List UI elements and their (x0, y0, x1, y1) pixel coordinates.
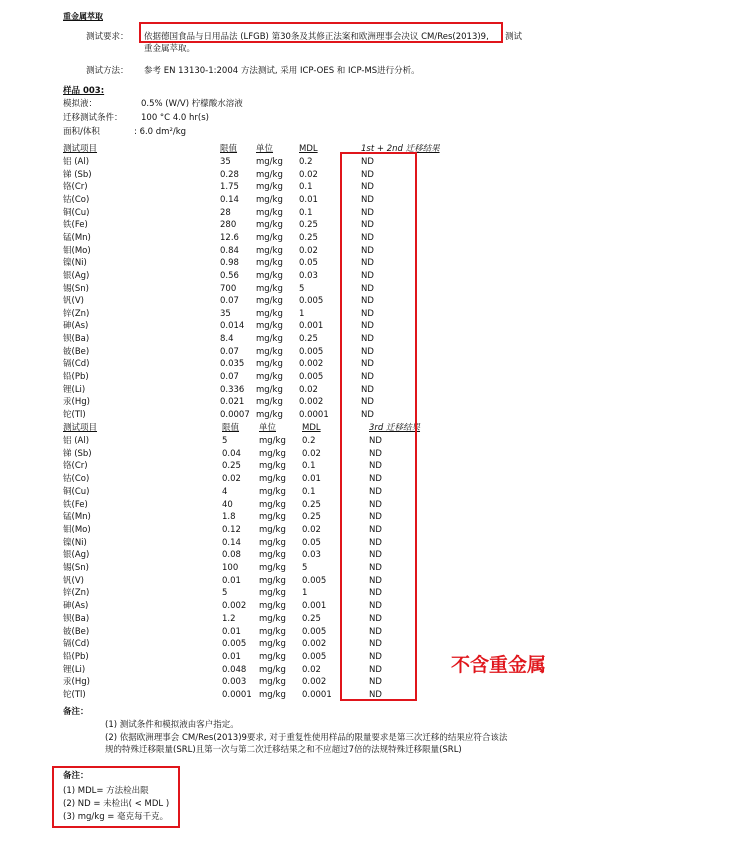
cell-unit: mg/kg (259, 550, 286, 561)
cell-unit: mg/kg (256, 296, 283, 307)
cell-result: ND (361, 232, 374, 243)
cell-result: ND (369, 639, 382, 650)
cell-unit: mg/kg (259, 575, 286, 586)
cell-item: 锂(Li) (63, 664, 86, 675)
cell-limit: 0.01 (222, 651, 241, 662)
cell-item: 锌(Zn) (63, 308, 90, 319)
cell-mdl: 5 (302, 563, 308, 573)
cell-result: ND (361, 220, 374, 231)
cell-mdl: 0.02 (299, 169, 318, 180)
condition-value: 100 °C 4.0 hr(s) (141, 113, 209, 123)
cell-result: ND (361, 169, 374, 180)
cell-mdl: 0.002 (299, 397, 324, 408)
cell-item: 铬(Cr) (63, 182, 88, 193)
cell-mdl: 0.02 (302, 448, 321, 459)
cell-mdl: 0.01 (302, 474, 321, 485)
header-mdl: MDL (302, 423, 321, 433)
cell-limit: 1.2 (222, 613, 236, 624)
cell-limit: 40 (222, 499, 233, 510)
legend-line-1: (1) MDL= 方法检出限 (63, 786, 149, 796)
cell-limit: 1.8 (222, 512, 236, 523)
cell-limit: 0.005 (222, 639, 247, 650)
cell-unit: mg/kg (259, 639, 286, 650)
cell-mdl: 1 (302, 588, 308, 599)
cell-result: ND (361, 283, 374, 294)
cell-unit: mg/kg (256, 410, 283, 420)
cell-mdl: 0.1 (299, 182, 313, 193)
cell-unit: mg/kg (259, 651, 286, 662)
cell-result: ND (369, 537, 382, 548)
header-limit: 限值 (222, 423, 240, 433)
cell-result: ND (361, 334, 374, 345)
cell-limit: 0.84 (220, 245, 239, 256)
cell-limit: 35 (220, 308, 231, 319)
cell-limit: 0.56 (220, 270, 239, 281)
cell-mdl: 0.005 (299, 346, 324, 357)
cell-result: ND (361, 207, 374, 218)
cell-item: 汞(Hg) (63, 397, 90, 408)
cell-limit: 35 (220, 157, 231, 167)
cell-item: 铝 (Al) (63, 436, 90, 446)
cell-mdl: 5 (299, 283, 305, 294)
cell-mdl: 0.2 (299, 157, 313, 167)
header-result: 3rd 迁移结果 (369, 423, 421, 433)
cell-item: 铍(Be) (63, 626, 90, 637)
cell-result: ND (369, 550, 382, 561)
cell-item: 钴(Co) (63, 194, 90, 205)
cell-limit: 0.08 (222, 550, 241, 561)
cell-mdl: 0.0001 (299, 410, 329, 420)
cell-result: ND (369, 524, 382, 535)
cell-item: 银(Ag) (63, 270, 90, 281)
cell-result: ND (361, 397, 374, 408)
cell-unit: mg/kg (259, 677, 286, 688)
cell-limit: 0.02 (222, 474, 241, 485)
cell-limit: 0.01 (222, 626, 241, 637)
cell-limit: 0.07 (220, 372, 239, 383)
notes-line-1: (1) 测试条件和模拟液由客户指定。 (105, 720, 239, 730)
cell-unit: mg/kg (256, 245, 283, 256)
cell-item: 砷(As) (63, 601, 89, 612)
cell-unit: mg/kg (256, 220, 283, 231)
legend-title: 备注： (63, 771, 89, 781)
cell-item: 镉(Cd) (63, 639, 90, 650)
simulant-value: 0.5% (W/V) 柠檬酸水溶液 (141, 99, 243, 109)
cell-item: 锂(Li) (63, 384, 86, 395)
cell-unit: mg/kg (256, 308, 283, 319)
cell-unit: mg/kg (256, 194, 283, 205)
cell-mdl: 0.25 (302, 613, 321, 624)
cell-unit: mg/kg (259, 613, 286, 624)
cell-item: 铊(Tl) (63, 410, 86, 420)
cell-limit: 0.98 (220, 258, 239, 269)
cell-mdl: 0.02 (302, 664, 321, 675)
notes-line-3: 规的特殊迁移限量(SRL)且第一次与第二次迁移结果之和不应超过7倍的法规特殊迁移限量(SRL) (105, 745, 462, 755)
cell-result: ND (369, 436, 382, 446)
cell-result: ND (369, 499, 382, 510)
cell-unit: mg/kg (256, 372, 283, 383)
cell-limit: 0.01 (222, 575, 241, 586)
cell-result: ND (361, 359, 374, 370)
cell-unit: mg/kg (259, 537, 286, 548)
cell-unit: mg/kg (256, 346, 283, 357)
cell-unit: mg/kg (256, 258, 283, 269)
cell-item: 砷(As) (63, 321, 89, 332)
header-item: 测试项目 (63, 144, 98, 154)
cell-mdl: 0.2 (302, 436, 316, 446)
cell-mdl: 0.002 (302, 639, 327, 650)
cell-result: ND (361, 410, 374, 420)
cell-item: 铅(Pb) (63, 372, 89, 383)
cell-mdl: 0.002 (299, 359, 324, 370)
cell-limit: 0.12 (222, 524, 241, 535)
cell-unit: mg/kg (256, 232, 283, 243)
cell-item: 锰(Mn) (63, 232, 91, 243)
cell-item: 铊(Tl) (63, 690, 86, 700)
cell-result: ND (361, 296, 374, 307)
cell-mdl: 0.02 (299, 245, 318, 256)
annotation-no-heavy-metals: 不含重金属 (451, 654, 547, 676)
cell-mdl: 0.001 (299, 321, 324, 332)
cell-item: 银(Ag) (63, 550, 90, 561)
header-unit: 单位 (259, 423, 277, 433)
cell-limit: 0.04 (222, 448, 241, 459)
cell-unit: mg/kg (256, 182, 283, 193)
cell-result: ND (361, 346, 374, 357)
cell-item: 铜(Cu) (63, 207, 90, 218)
cell-item: 锑 (Sb) (63, 169, 92, 180)
result-column-highlight-box (340, 152, 417, 701)
cell-limit: 5 (222, 588, 228, 599)
cell-limit: 0.035 (220, 359, 245, 370)
cell-unit: mg/kg (256, 207, 283, 218)
cell-limit: 0.0007 (220, 410, 250, 420)
cell-mdl: 0.1 (299, 207, 313, 218)
cell-unit: mg/kg (259, 486, 286, 497)
cell-item: 锰(Mn) (63, 512, 91, 523)
requirement-text-line2: 重金属萃取。 (144, 44, 196, 54)
notes-line-2: (2) 依据欧洲理事会 CM/Res(2013)9要求, 对于重复性使用样品的限量要求是第三次迁移的结果应符合该法 (105, 733, 508, 743)
cell-item: 铁(Fe) (63, 499, 88, 510)
cell-limit: 8.4 (220, 334, 234, 345)
cell-mdl: 0.005 (302, 626, 327, 637)
cell-item: 镉(Cd) (63, 359, 90, 370)
cell-result: ND (369, 677, 382, 688)
cell-item: 钒(V) (63, 575, 84, 586)
cell-mdl: 0.02 (299, 384, 318, 395)
cell-item: 钒(V) (63, 296, 84, 307)
header-mdl: MDL (299, 144, 318, 154)
cell-result: ND (369, 664, 382, 675)
cell-unit: mg/kg (259, 474, 286, 485)
cell-item: 锑 (Sb) (63, 448, 92, 459)
cell-unit: mg/kg (256, 169, 283, 180)
cell-item: 锡(Sn) (63, 563, 89, 573)
cell-result: ND (369, 563, 382, 573)
cell-unit: mg/kg (259, 512, 286, 523)
cell-result: ND (369, 613, 382, 624)
cell-result: ND (361, 258, 374, 269)
cell-unit: mg/kg (259, 563, 286, 573)
cell-result: ND (369, 474, 382, 485)
cell-limit: 0.07 (220, 296, 239, 307)
cell-result: ND (369, 690, 382, 700)
cell-unit: mg/kg (256, 359, 283, 370)
cell-item: 铝 (Al) (63, 157, 90, 167)
cell-result: ND (369, 512, 382, 523)
cell-mdl: 0.1 (302, 461, 316, 472)
cell-limit: 0.048 (222, 664, 247, 675)
cell-result: ND (361, 308, 374, 319)
simulant-label: 模拟液： (63, 99, 98, 109)
cell-item: 锌(Zn) (63, 588, 90, 599)
cell-limit: 0.021 (220, 397, 245, 408)
cell-mdl: 0.25 (302, 512, 321, 523)
cell-limit: 1.75 (220, 182, 239, 193)
cell-mdl: 0.02 (302, 524, 321, 535)
cell-unit: mg/kg (259, 601, 286, 612)
cell-mdl: 0.005 (299, 372, 324, 383)
cell-mdl: 0.005 (302, 575, 327, 586)
requirement-label: 测试要求： (86, 32, 129, 42)
cell-limit: 0.014 (220, 321, 245, 332)
cell-limit: 0.14 (220, 194, 239, 205)
cell-unit: mg/kg (256, 397, 283, 408)
cell-item: 铁(Fe) (63, 220, 88, 231)
header-result: 1st + 2nd 迁移结果 (361, 144, 440, 154)
cell-item: 钡(Ba) (63, 613, 90, 624)
condition-label: 迁移测试条件： (63, 113, 123, 123)
cell-result: ND (369, 588, 382, 599)
cell-result: ND (369, 601, 382, 612)
cell-result: ND (369, 461, 382, 472)
cell-unit: mg/kg (256, 157, 283, 167)
cell-unit: mg/kg (256, 334, 283, 345)
cell-unit: mg/kg (259, 588, 286, 599)
cell-item: 铬(Cr) (63, 461, 88, 472)
cell-unit: mg/kg (259, 664, 286, 675)
cell-mdl: 1 (299, 308, 305, 319)
legend-line-3: (3) mg/kg = 毫克每千克。 (63, 812, 169, 822)
cell-mdl: 0.1 (302, 486, 316, 497)
cell-limit: 0.003 (222, 677, 247, 688)
cell-result: ND (361, 384, 374, 395)
cell-limit: 12.6 (220, 232, 239, 243)
notes-title: 备注： (63, 707, 89, 717)
cell-unit: mg/kg (259, 448, 286, 459)
cell-limit: 4 (222, 486, 228, 497)
cell-mdl: 0.25 (299, 232, 318, 243)
cell-item: 铅(Pb) (63, 651, 89, 662)
cell-result: ND (369, 651, 382, 662)
cell-mdl: 0.005 (299, 296, 324, 307)
cell-unit: mg/kg (259, 626, 286, 637)
cell-unit: mg/kg (259, 436, 286, 446)
requirement-highlight-box (139, 22, 503, 43)
cell-result: ND (361, 182, 374, 193)
cell-result: ND (369, 448, 382, 459)
cell-result: ND (361, 194, 374, 205)
cell-mdl: 0.005 (302, 651, 327, 662)
cell-result: ND (361, 321, 374, 332)
section-title: 重金属萃取 (63, 12, 103, 21)
cell-mdl: 0.05 (302, 537, 321, 548)
cell-unit: mg/kg (256, 384, 283, 395)
sample-title: 样品 003: (63, 86, 105, 96)
legend-line-2: (2) ND = 未检出( < MDL ) (63, 799, 170, 809)
cell-limit: 0.336 (220, 384, 245, 395)
cell-unit: mg/kg (259, 499, 286, 510)
requirement-text-tail: 测试 (505, 32, 523, 42)
cell-limit: 0.28 (220, 169, 239, 180)
cell-limit: 0.07 (220, 346, 239, 357)
cell-result: ND (361, 270, 374, 281)
cell-item: 钡(Ba) (63, 334, 90, 345)
cell-unit: mg/kg (259, 690, 286, 700)
cell-mdl: 0.01 (299, 194, 318, 205)
cell-item: 锡(Sn) (63, 283, 89, 294)
cell-limit: 0.25 (222, 461, 241, 472)
requirement-text: 依据德国食品与日用品法 (LFGB) 第30条及其修正法案和欧洲理事会决议 CM/Res(2013)9, (144, 32, 489, 42)
cell-unit: mg/kg (256, 270, 283, 281)
cell-mdl: 0.25 (299, 334, 318, 345)
cell-limit: 5 (222, 436, 228, 446)
cell-item: 镍(Ni) (63, 258, 87, 269)
cell-item: 钼(Mo) (63, 524, 91, 535)
cell-item: 铜(Cu) (63, 486, 90, 497)
cell-item: 镍(Ni) (63, 537, 87, 548)
cell-result: ND (361, 372, 374, 383)
cell-item: 铍(Be) (63, 346, 90, 357)
cell-unit: mg/kg (256, 321, 283, 332)
cell-item: 钴(Co) (63, 474, 90, 485)
cell-result: ND (369, 575, 382, 586)
area-label: 面积/体积 (63, 127, 100, 137)
cell-mdl: 0.002 (302, 677, 327, 688)
cell-unit: mg/kg (259, 461, 286, 472)
cell-unit: mg/kg (256, 283, 283, 294)
cell-unit: mg/kg (259, 524, 286, 535)
cell-mdl: 0.05 (299, 258, 318, 269)
method-label: 测试方法： (86, 66, 129, 76)
cell-result: ND (369, 626, 382, 637)
cell-limit: 28 (220, 207, 231, 218)
cell-limit: 0.002 (222, 601, 247, 612)
cell-item: 汞(Hg) (63, 677, 90, 688)
cell-limit: 280 (220, 220, 237, 231)
method-text: 参考 EN 13130-1:2004 方法测试, 采用 ICP-OES 和 ICP-MS进行分析。 (144, 66, 420, 76)
cell-result: ND (361, 245, 374, 256)
cell-limit: 0.14 (222, 537, 241, 548)
cell-result: ND (361, 157, 374, 167)
cell-result: ND (369, 486, 382, 497)
header-limit: 限值 (220, 144, 238, 154)
cell-mdl: 0.25 (302, 499, 321, 510)
cell-limit: 100 (222, 563, 239, 573)
header-unit: 单位 (256, 144, 274, 154)
cell-item: 钼(Mo) (63, 245, 91, 256)
cell-mdl: 0.001 (302, 601, 327, 612)
header-item: 测试项目 (63, 423, 98, 433)
cell-mdl: 0.0001 (302, 690, 332, 700)
cell-mdl: 0.25 (299, 220, 318, 231)
cell-mdl: 0.03 (299, 270, 318, 281)
cell-limit: 0.0001 (222, 690, 252, 700)
area-value: : 6.0 dm²/kg (134, 127, 187, 137)
cell-mdl: 0.03 (302, 550, 321, 561)
cell-limit: 700 (220, 283, 237, 294)
